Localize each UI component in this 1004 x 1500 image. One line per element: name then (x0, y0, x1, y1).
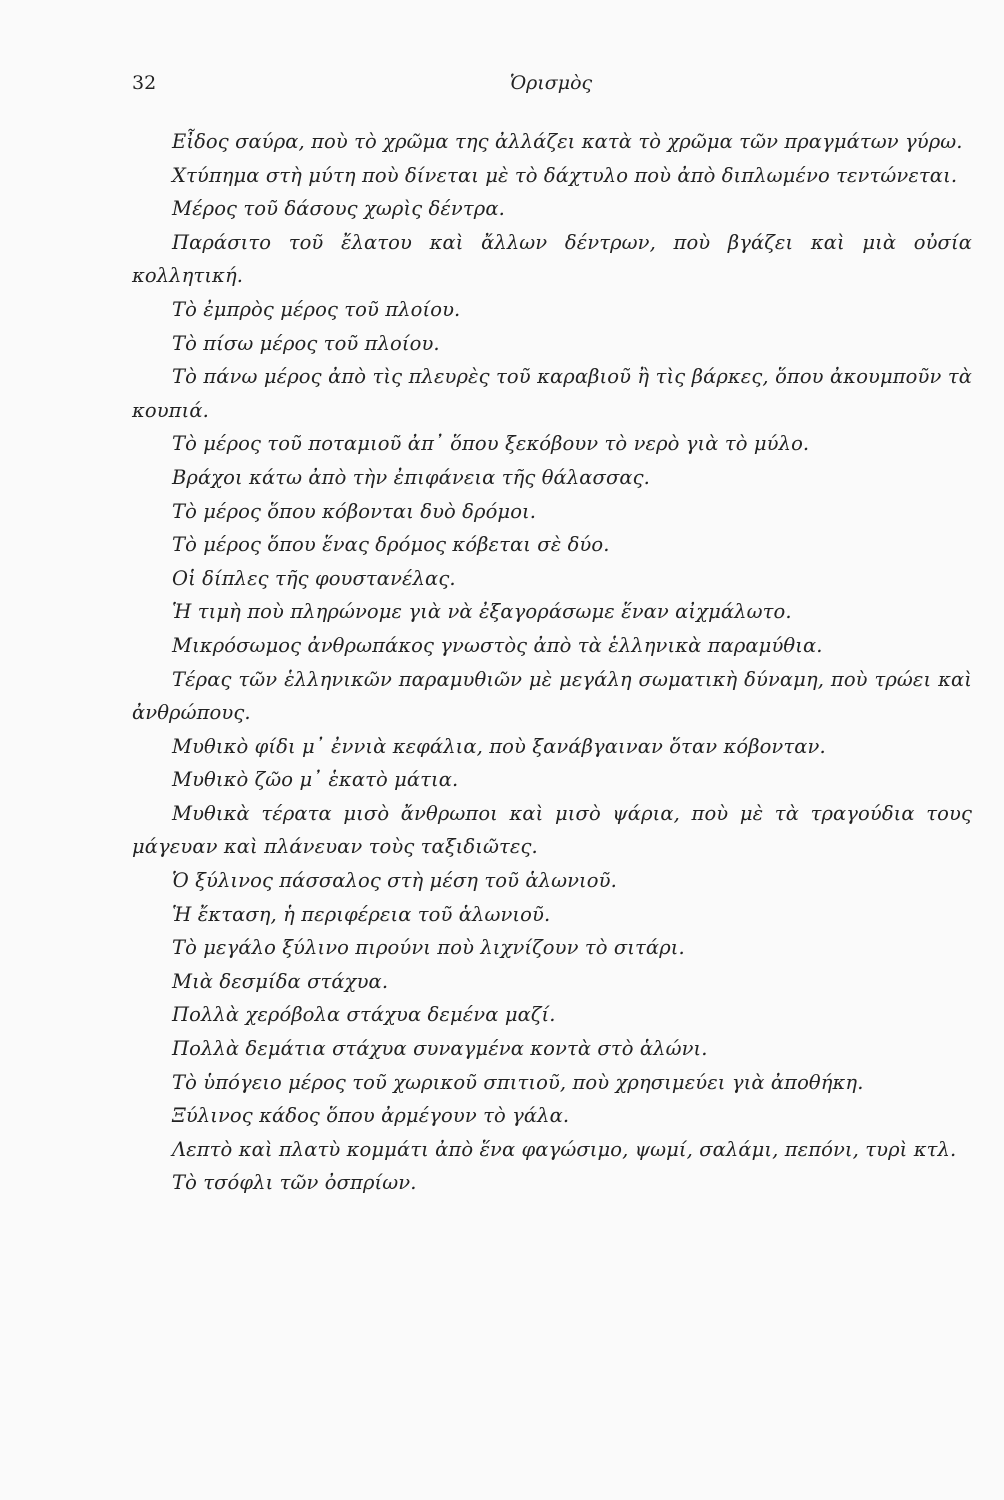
page-header (132, 72, 970, 102)
definition-entry: Οἱ δίπλες τῆς φουστανέλας. (172, 566, 456, 590)
definition-entry: Ἡ τιμὴ ποὺ πληρώνομε γιὰ νὰ ἐξαγοράσωμε ἕναν αἰχμάλωτο. (172, 600, 792, 624)
definition-entry: Ὁ ξύλινος πάσσαλος στὴ μέση τοῦ ἁλωνιοῦ. (172, 869, 617, 893)
definition-entry: Μυθικὸ ζῶο μ᾽ ἑκατὸ μάτια. (172, 768, 459, 792)
definition-entry: Μέρος τοῦ δάσους χωρὶς δέντρα. (172, 197, 505, 221)
definition-entry: Ἡ ἔκταση, ἡ περιφέρεια τοῦ ἁλωνιοῦ. (172, 902, 551, 926)
definitions-list (132, 125, 972, 1200)
definition-entry: Μικρόσωμος ἀνθρωπάκος γνωστὸς ἀπὸ τὰ ἑλληνικὰ παραμύθια. (172, 633, 823, 657)
definition-entry: Μυθικὸ φίδι μ᾽ ἐννιὰ κεφάλια, ποὺ ξανάβγαιναν ὅταν κόβονταν. (172, 734, 826, 758)
definition-entry: Τὸ μέρος τοῦ ποταμιοῦ ἀπ᾽ ὅπου ξεκόβουν τὸ νερὸ γιὰ τὸ μύλο. (172, 432, 810, 456)
definition-entry: Εἶδος σαύρα, ποὺ τὸ χρῶμα της ἀλλάζει κατὰ τὸ χρῶμα τῶν πραγμάτων γύρω. (172, 130, 963, 153)
definition-entry: Τὸ ἐμπρὸς μέρος τοῦ πλοίου. (172, 297, 461, 321)
definition-entry: Τὸ μέρος ὅπου ἕνας δρόμος κόβεται σὲ δύο. (172, 533, 610, 557)
definition-entry: Χτύπημα στὴ μύτη ποὺ δίνεται μὲ τὸ δάχτυλο ποὺ ἀπὸ διπλωμένο τεντώνεται. (172, 163, 958, 187)
definition-entry: Μυθικὰ τέρατα μισὸ ἄνθρωποι καὶ μισὸ ψάρια, ποὺ μὲ τὰ τραγούδια τους μάγευαν καὶ πλάνευαν τοὺς ταξιδιῶτες. (132, 801, 972, 859)
definition-entry: Τὸ μέρος ὅπου κόβονται δυὸ δρόμοι. (172, 499, 537, 523)
definition-entry: Τὸ τσόφλι τῶν ὀσπρίων. (172, 1171, 417, 1195)
definition-entry: Λεπτὸ καὶ πλατὺ κομμάτι ἀπὸ ἕνα φαγώσιμο, ψωμί, σαλάμι, πεπόνι, τυρὶ κτλ. (172, 1137, 957, 1161)
page-number: 32 (132, 72, 157, 94)
running-title: Ὁρισμὸς (509, 72, 593, 94)
definition-entry: Τέρας τῶν ἑλληνικῶν παραμυθιῶν μὲ μεγάλη σωματικὴ δύναμη, ποὺ τρώει καὶ ἀνθρώπους. (132, 667, 972, 725)
definition-entry: Πολλὰ δεμάτια στάχυα συναγμένα κοντὰ στὸ ἁλώνι. (172, 1037, 708, 1061)
definition-entry: Ξύλινος κάδος ὅπου ἀρμέγουν τὸ γάλα. (172, 1104, 570, 1128)
definition-entry: Μιὰ δεσμίδα στάχυα. (172, 969, 389, 993)
definition-entry: Βράχοι κάτω ἀπὸ τὴν ἐπιφάνεια τῆς θάλασσας. (172, 465, 650, 489)
definition-entry: Τὸ μεγάλο ξύλινο πιρούνι ποὺ λιχνίζουν τὸ σιτάρι. (172, 936, 685, 960)
definition-entry: Τὸ πίσω μέρος τοῦ πλοίου. (172, 331, 440, 355)
definition-entry: Τὸ πάνω μέρος ἀπὸ τὶς πλευρὲς τοῦ καραβιοῦ ἢ τὶς βάρκες, ὅπου ἀκουμποῦν τὰ κουπιά. (132, 365, 972, 422)
definition-entry: Τὸ ὑπόγειο μέρος τοῦ χωρικοῦ σπιτιοῦ, ποὺ χρησιμεύει γιὰ ἀποθήκη. (172, 1070, 864, 1094)
definition-entry: Παράσιτο τοῦ ἔλατου καὶ ἄλλων δέντρων, ποὺ βγάζει καὶ μιὰ οὐσία κολλητική. (132, 230, 972, 288)
definition-entry: Πολλὰ χερόβολα στάχυα δεμένα μαζί. (172, 1003, 556, 1027)
